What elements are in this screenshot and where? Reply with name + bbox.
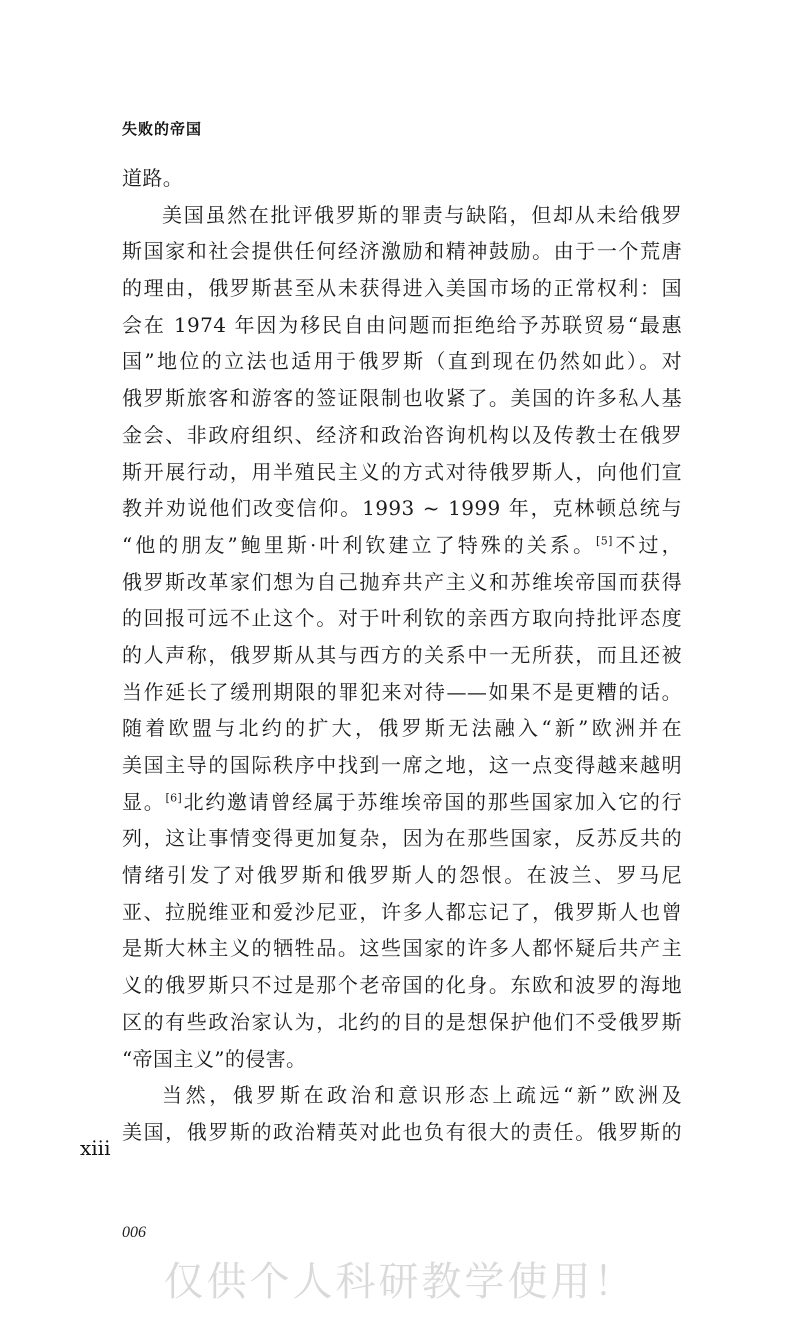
text-line: 情绪引发了对俄罗斯和俄罗斯人的怨恨。在波兰、罗马尼: [122, 863, 682, 888]
text-line: 亚、拉脱维亚和爱沙尼亚，许多人都忘记了，俄罗斯人也曾: [122, 899, 682, 924]
text-line: 斯开展行动，用半殖民主义的方式对待俄罗斯人，向他们宣: [122, 459, 682, 484]
footnote-ref[interactable]: [5]: [596, 534, 613, 548]
text-line: 金会、非政府组织、经济和政治咨询机构以及传教士在俄罗: [122, 422, 682, 447]
text-line: 美国虽然在批评俄罗斯的罪责与缺陷，但却从未给俄罗: [162, 202, 682, 227]
text-line: 当然，俄罗斯在政治和意识形态上疏远“新”欧洲及: [162, 1083, 682, 1108]
text-line: 显。[6]北约邀请曾经属于苏维埃帝国的那些国家加入它的行: [122, 789, 682, 814]
text-line: 国”地位的立法也适用于俄罗斯（直到现在仍然如此）。对: [122, 349, 682, 374]
text-line: 斯国家和社会提供任何经济激励和精神鼓励。由于一个荒唐: [122, 239, 682, 264]
text-line: 义的俄罗斯只不过是那个老帝国的化身。东欧和波罗的海地: [122, 973, 682, 998]
text-line: “帝国主义”的侵害。: [122, 1046, 307, 1071]
margin-page-number: xiii: [80, 1136, 111, 1160]
text-line: 会在 1974 年因为移民自由问题而拒绝给予苏联贸易“最惠: [122, 312, 682, 337]
text-line: 的人声称，俄罗斯从其与西方的关系中一无所获，而且还被: [122, 642, 682, 667]
text-line: 教并劝说他们改变信仰。1993 ~ 1999 年，克林顿总统与: [122, 496, 682, 521]
text-line: 俄罗斯改革家们想为自己抛弃共产主义和苏维埃帝国而获得: [122, 569, 682, 594]
text-line: “他的朋友”鲍里斯·叶利钦建立了特殊的关系。[5]不过，: [122, 532, 682, 557]
text-line: 区的有些政治家认为，北约的目的是想保护他们不受俄罗斯: [122, 1009, 682, 1034]
text-line: 的理由，俄罗斯甚至从未获得进入美国市场的正常权利：国: [122, 276, 682, 301]
text-line: 道路。: [122, 166, 184, 190]
body-text: [122, 142, 682, 1151]
footnote-ref[interactable]: [6]: [165, 791, 183, 805]
text-line: 随着欧盟与北约的扩大，俄罗斯无法融入“新”欧洲并在: [122, 716, 682, 741]
text-line: 俄罗斯旅客和游客的签证限制也收紧了。美国的许多私人基: [122, 386, 682, 411]
text-line: 列，这让事情变得更加复杂，因为在那些国家，反苏反共的: [122, 826, 682, 851]
text-line: 的回报可远不止这个。对于叶利钦的亲西方取向持批评态度: [122, 606, 682, 631]
watermark: 仅供个人科研教学使用！: [163, 1259, 637, 1305]
text-line: 美国主导的国际秩序中找到一席之地，这一点变得越来越明: [122, 753, 682, 777]
text-line: 是斯大林主义的牺牲品。这些国家的许多人都怀疑后共产主: [122, 936, 682, 961]
running-header: 失败的帝国: [122, 120, 203, 138]
page-number: 006: [122, 1224, 146, 1241]
text-line: 美国，俄罗斯的政治精英对此也负有很大的责任。俄罗斯的: [122, 1119, 682, 1144]
text-line: 当作延长了缓刑期限的罪犯来对待——如果不是更糟的话。: [122, 679, 682, 704]
